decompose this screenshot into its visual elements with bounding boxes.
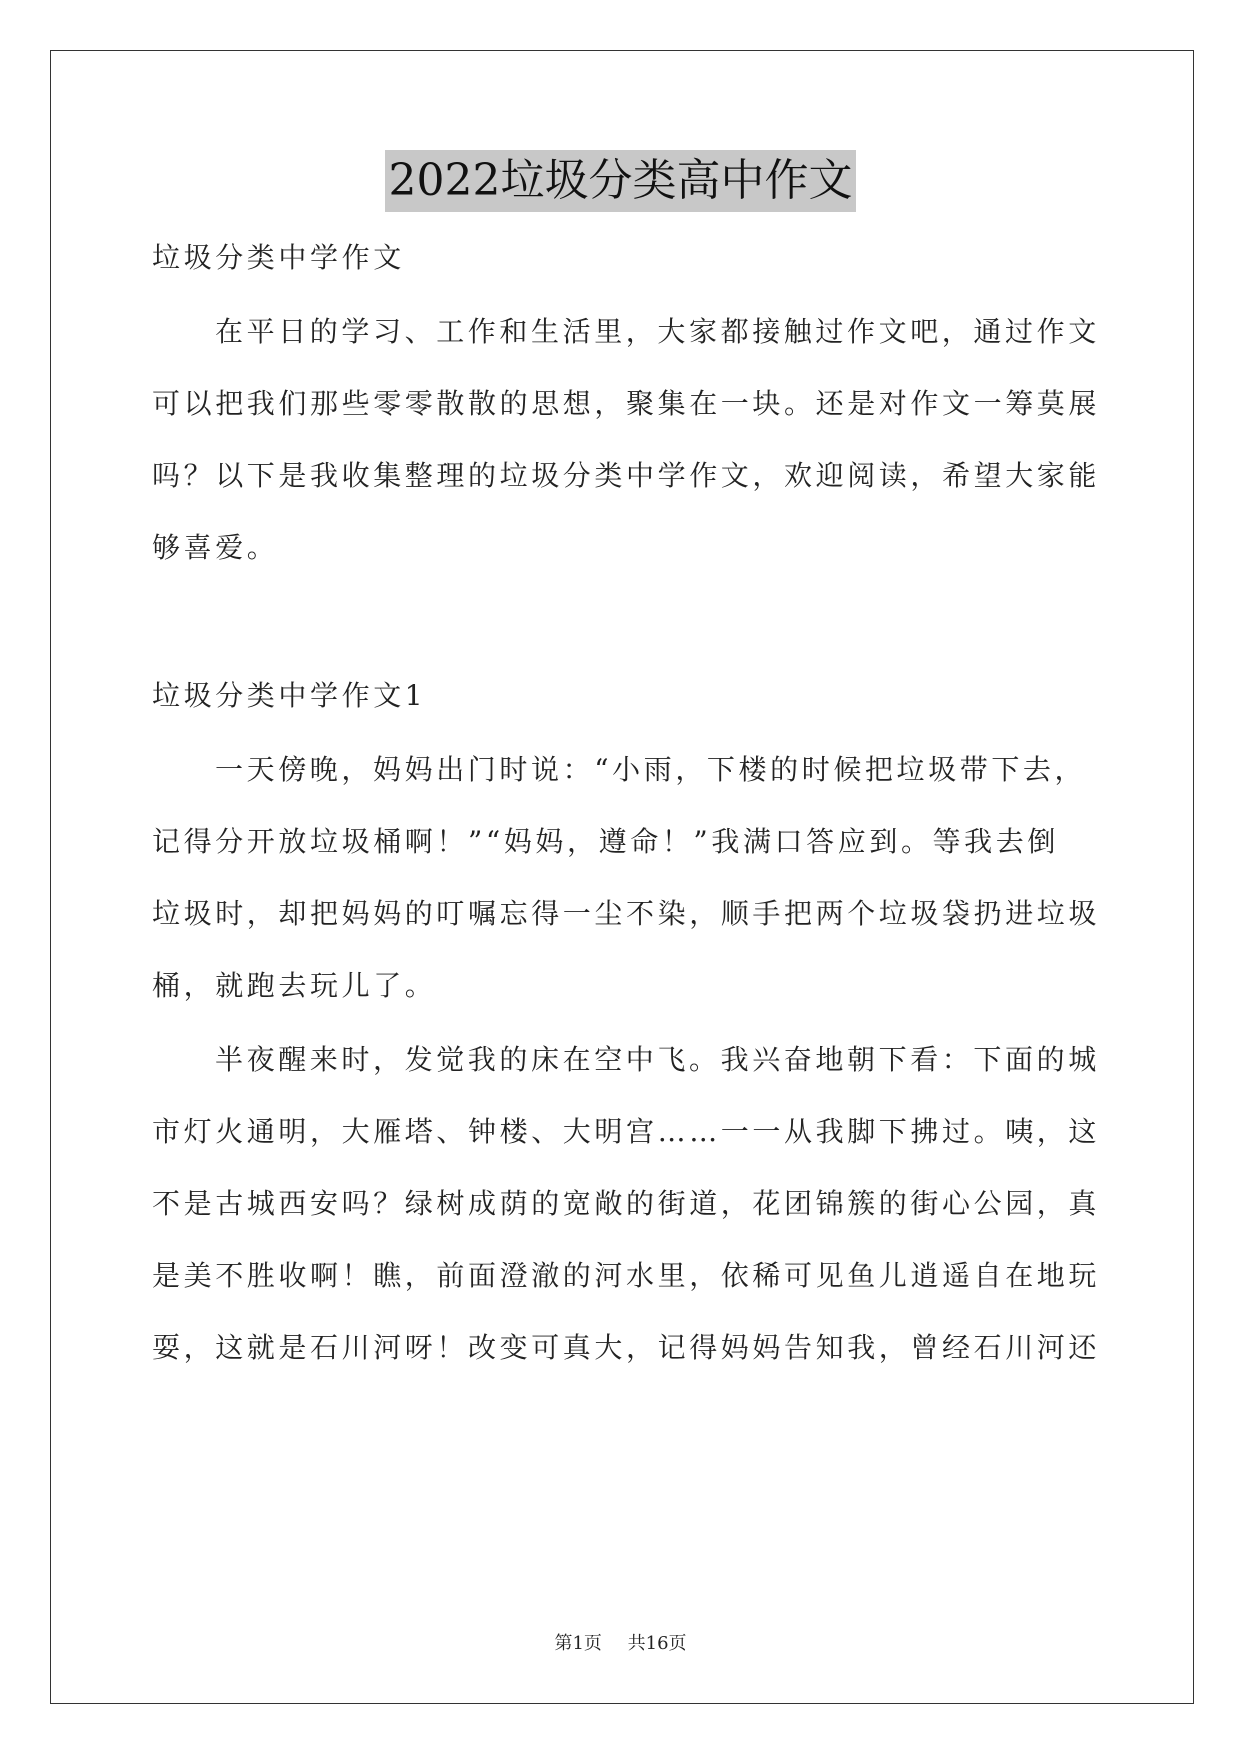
page-border [50, 50, 1194, 1704]
title-container [0, 150, 1241, 212]
intro-line: 够喜爱。 [152, 531, 279, 564]
intro-line: 在平日的学习、工作和生活里，大家都接触过作文吧，通过作文 [215, 315, 1100, 348]
page-footer [0, 1632, 1241, 1656]
page-number: 第1页 [554, 1633, 602, 1654]
paragraph-line: 是美不胜收啊！瞧，前面澄澈的河水里，依稀可见鱼儿逍遥自在地玩 [152, 1259, 1101, 1292]
page-total: 共16页 [627, 1633, 687, 1654]
paragraph-line: 耍，这就是石川河呀！改变可真大，记得妈妈告知我，曾经石川河还 [152, 1331, 1101, 1364]
paragraph-line: 垃圾时，却把妈妈的叮嘱忘得一尘不染，顺手把两个垃圾袋扔进垃圾 [152, 897, 1101, 930]
paragraph-line: 市灯火通明，大雁塔、钟楼、大明宫……一一从我脚下拂过。咦，这 [152, 1115, 1101, 1148]
paragraph-line: 一天傍晚，妈妈出门时说：“小雨，下楼的时候把垃圾带下去， [215, 753, 1087, 786]
paragraph-line: 不是古城西安吗？绿树成荫的宽敞的街道，花团锦簇的街心公园，真 [152, 1187, 1101, 1220]
subtitle: 垃圾分类中学作文 [152, 241, 405, 274]
paragraph-line: 半夜醒来时，发觉我的床在空中飞。我兴奋地朝下看：下面的城 [215, 1043, 1100, 1076]
document-title: 2022垃圾分类高中作文 [385, 150, 857, 212]
paragraph-line: 桶，就跑去玩儿了。 [152, 969, 437, 1002]
intro-line: 吗？以下是我收集整理的垃圾分类中学作文，欢迎阅读，希望大家能 [152, 459, 1101, 492]
paragraph-line: 记得分开放垃圾桶啊！”“妈妈，遵命！”我满口答应到。等我去倒 [152, 825, 1059, 858]
section-heading: 垃圾分类中学作文1 [152, 679, 427, 712]
intro-line: 可以把我们那些零零散散的思想，聚集在一块。还是对作文一筹莫展 [152, 387, 1101, 420]
